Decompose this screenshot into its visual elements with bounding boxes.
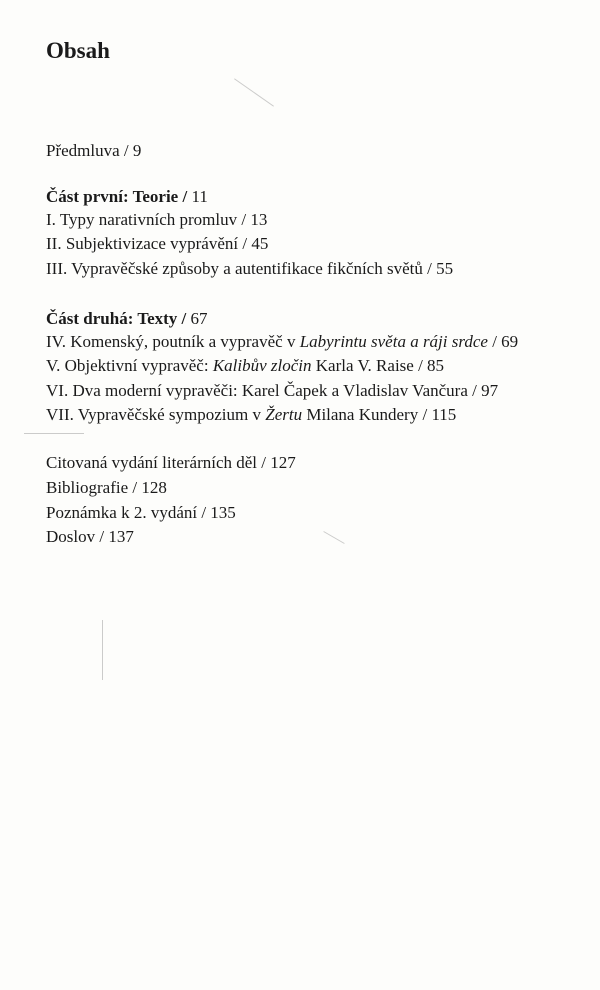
toc-entry [46, 405, 456, 425]
scan-mark [323, 531, 344, 544]
toc-entry [46, 234, 268, 254]
toc-entry-preface: Předmluva / 9 [46, 141, 142, 160]
toc-entry [46, 332, 518, 352]
entry-text: VI. Dva moderní vypravěči: Karel Čapek a Vladislav Vančura / 97 [46, 381, 499, 400]
entry-text: / 69 [487, 332, 519, 351]
italic-title: Labyrintu světa a ráji srdce [299, 332, 488, 351]
italic-title: Kalibův zločin [212, 356, 312, 375]
toc-entry [46, 259, 453, 279]
scan-mark [102, 620, 103, 680]
toc-entry-appendix: Citovaná vydání literárních děl / 127 [46, 453, 296, 472]
scan-mark [24, 433, 84, 434]
entry-text: III. Vypravěčské způsoby a autentifikace fikčních světů / 55 [46, 259, 454, 278]
part-heading-page: 67 [186, 309, 208, 328]
toc-entry [46, 356, 444, 376]
part-heading [46, 309, 208, 329]
part-heading-title: Část druhá: Texty / [46, 309, 187, 328]
entry-text: Milana Kundery / 115 [302, 405, 457, 424]
part-heading [46, 187, 208, 207]
italic-title: Žertu [265, 405, 303, 424]
entry-text: VII. Vypravěčské sympozium v [46, 405, 266, 424]
page-title: Obsah [46, 38, 110, 63]
toc-entry-appendix: Bibliografie / 128 [46, 478, 167, 497]
toc-entry-appendix: Poznámka k 2. vydání / 135 [46, 503, 236, 522]
toc-entry-appendix: Doslov / 137 [46, 527, 134, 546]
part-heading-title: Část první: Teorie / [46, 187, 188, 206]
toc-entry [46, 210, 267, 230]
entry-text: V. Objektivní vypravěč: [46, 356, 213, 375]
toc-entry [46, 381, 498, 401]
part-heading-page: 11 [187, 187, 208, 206]
entry-text: IV. Komenský, poutník a vypravěč v [46, 332, 300, 351]
entry-text: I. Typy narativních promluv / 13 [46, 210, 268, 229]
entry-text: Karla V. Raise / 85 [311, 356, 445, 375]
scan-mark [234, 78, 274, 106]
entry-text: II. Subjektivizace vyprávění / 45 [46, 234, 269, 253]
